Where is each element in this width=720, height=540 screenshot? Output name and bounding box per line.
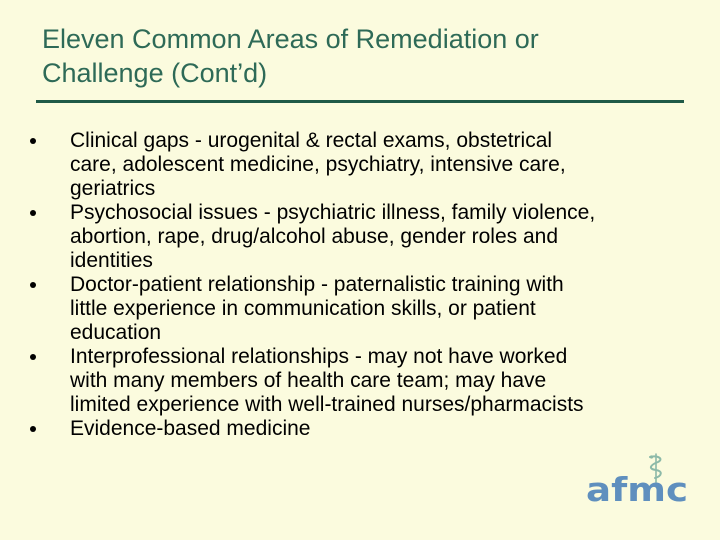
bullet-item-interprofessional [28,345,688,417]
bullet-item-psychosocial [28,201,688,273]
bullet-text-line: identities [70,249,153,272]
bullet-text-line: limited experience with well-trained nurses/pharmacists [70,393,584,416]
bullet-list [28,129,688,441]
bullet-item-evidence-based [28,417,688,441]
bullet-dot-icon [30,426,36,432]
bullet-text-line: care, adolescent medicine, psychiatry, intensive care, [70,153,566,176]
slide-title-line: Challenge (Cont’d) [42,58,268,88]
bullet-dot-icon [30,282,36,288]
slide-title [42,22,702,90]
bullet-dot-icon [30,210,36,216]
bullet-dot-icon [30,138,36,144]
afmc-logo [586,452,690,508]
bullet-text-line: geriatrics [70,177,156,200]
bullet-text-line: Psychosocial issues - psychiatric illness, family violence, [70,201,596,224]
title-divider [36,100,684,103]
bullet-text-line: Interprofessional relationships - may not have worked [70,345,568,368]
bullet-dot-icon [30,354,36,360]
bullet-item-doctor-patient [28,273,688,345]
bullet-text-line: abortion, rape, drug/alcohol abuse, gender roles and [70,225,559,248]
bullet-item-clinical-gaps [28,129,688,201]
bullet-text-line: with many members of health care team; may have [70,369,547,392]
bullet-text-line: education [70,321,162,344]
slide-title-line: Eleven Common Areas of Remediation or [42,24,539,54]
logo-wordmark: afmc [586,470,688,508]
bullet-text-line: Evidence-based medicine [70,417,311,440]
bullet-text-line: Doctor-patient relationship - paternalistic training with [70,273,564,296]
bullet-text-line: Clinical gaps - urogenital & rectal exams, obstetrical [70,129,553,152]
bullet-text-line: little experience in communication skills, or patient [70,297,536,320]
